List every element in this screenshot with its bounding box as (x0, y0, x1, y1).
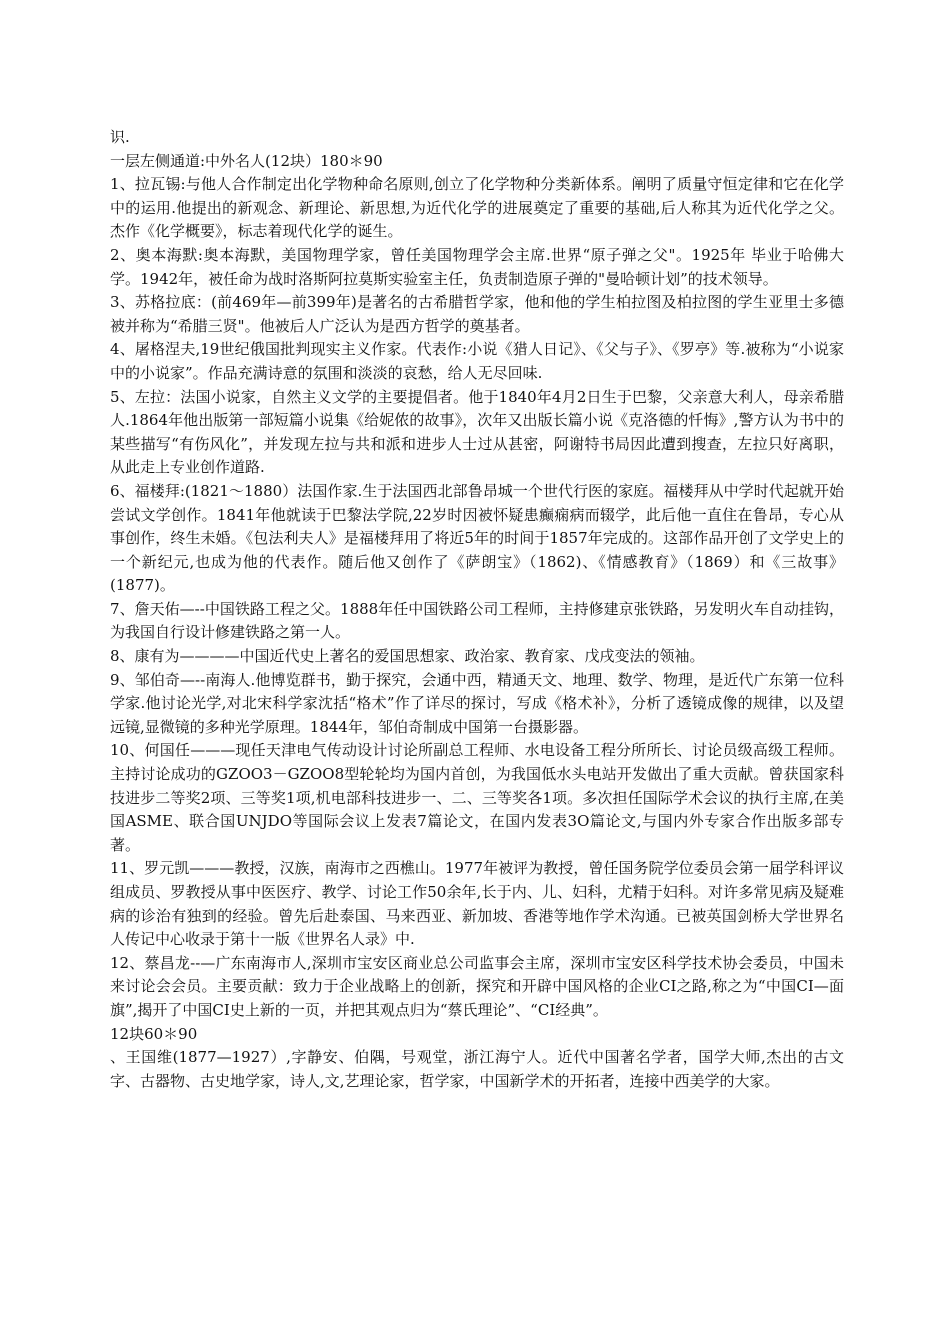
entry-he-guoren: 10、何国任———现任天津电气传动设计讨论所副总工程师、水电设备工程分所所长、讨论员级高级工程师。主持讨论成功的GZOO3－GZOO8型轮轮均为国内首创，为我国低水头电站开发做出了重大贡献。曾获国家科技进步二等奖2项、三等奖1项,机电部科技进步一、二、三等奖各1项。多次担任国际学术会议的执行主席,在美国ASME、联合国UNJDO等国际会议上发表7篇论文，在国内发表3O篇论文,与国内外专家合作出版多部专著。 (110, 741, 844, 854)
entry-zou-boqi: 9、邹伯奇—--南海人.他博览群书，勤于探究，会通中西，精通天文、地理、数学、物理，是近代广东第一位科学家.他讨论光学,对北宋科学家沈括“格术”作了详尽的探讨，写成《格术补》，分析了透镜成像的规律，以及望远镜,显微镜的多种光学原理。1844年，邹伯奇制成中国第一台摄影器。 (110, 670, 844, 736)
entry-luo-yuankai: 11、罗元凯———教授，汉族，南海市之西樵山。1977年被评为教授，曾任国务院学位委员会第一届学科评议组成员、罗教授从事中医医疗、教学、讨论工作50余年,长于内、儿、妇科，尤精于妇科。对许多常见病及疑难病的诊治有独到的经验。曾先后赴泰国、马来西亚、新加坡、香港等地作学术沟通。已被英国剑桥大学世界名人传记中心收录于第十一版《世界名人录》中. (110, 859, 844, 949)
entry-lavoisier: 1、拉瓦锡:与他人合作制定出化学物种命名原则,创立了化学物种分类新体系。阐明了质量守恒定律和它在化学中的运用.他提出的新观念、新理论、新思想,为近代化学的进展奠定了重要的基础,后人称其为近代化学之父。杰作《化学概要》，标志着现代化学的诞生。 (110, 175, 844, 241)
entry-zhan-tianyou: 7、詹天佑—--中国铁路工程之父。1888年任中国铁路公司工程师，主持修建京张铁路，另发明火车自动挂钩，为我国自行设计修建铁路之第一人。 (110, 599, 844, 642)
section-heading-12-blocks: 12块60＊90 (110, 1024, 198, 1043)
paragraph-fragment: 识. (110, 128, 130, 146)
document-page (110, 126, 844, 1093)
entry-socrates: 3、苏格拉底：(前469年—前399年)是著名的古希腊哲学家，他和他的学生柏拉图及柏拉图的学生亚里士多德被并称为“希腊三贤"。他被后人广泛认为是西方哲学的奠基者。 (110, 293, 844, 335)
section-heading-famous-people: 一层左侧通道:中外名人(12块）180＊90 (110, 151, 383, 170)
entry-kang-youwei: 8、康有为————中国近代史上著名的爱国思想家、政治家、教育家、戊戌变法的领袖。 (110, 647, 705, 666)
entry-zola: 5、左拉：法国小说家，自然主义文学的主要提倡者。他于1840年4月2日生于巴黎，父亲意大利人，母亲希腊人.1864年他出版第一部短篇小说集《给妮侬的故事》，次年又出版长篇小说《克洛德的忏悔》,警方认为书中的某些描写“有伤风化”，并发现左拉与共和派和进步人士过从甚密，阿谢特书局因此遭到搜查，左拉只好离职，从此走上专业创作道路. (110, 387, 844, 477)
entry-cai-changlong: 12、蔡昌龙--—广东南海市人,深圳市宝安区商业总公司监事会主席，深圳市宝安区科学技术协会委员，中国未来讨论会会员。主要贡献：致力于企业战略上的创新，探究和开辟中国风格的企业CI之路,称之为“中国CI—面旗”,揭开了中国CI史上新的一页，并把其观点归为“蔡氏理论”、“CI经典”。 (110, 953, 844, 1019)
entry-turgenev: 4、屠格涅夫,19世纪俄国批判现实主义作家。代表作:小说《猎人日记》、《父与子》、《罗亭》等.被称为“小说家中的小说家”。作品充满诗意的氛围和淡淡的哀愁，给人无尽回味. (110, 340, 844, 382)
entry-wang-guowei: 、王国维(1877—1927）,字静安、伯隅，号观堂，浙江海宁人。近代中国著名学者，国学大师,杰出的古文字、古器物、古史地学家，诗人,文,艺理论家，哲学家，中国新学术的开拓者，连接中西美学的大家。 (110, 1048, 844, 1090)
entry-oppenheimer: 2、奥本海默:奥本海默，美国物理学家，曾任美国物理学会主席.世界“原子弹之父"。1925年 毕业于哈佛大学。1942年，被任命为战时洛斯阿拉莫斯实验室主任，负责制造原子弹的"曼哈顿计划”的技术领导。 (110, 245, 844, 288)
entry-flaubert: 6、福楼拜:(1821～1880）法国作家.生于法国西北部鲁昂城一个世代行医的家庭。福楼拜从中学时代起就开始尝试文学创作。1841年他就读于巴黎法学院,22岁时因被怀疑患癫痫病而辍学，此后他一直住在鲁昂，专心从事创作，终生未婚。《包法利夫人》是福楼拜用了将近5年的时间于1857年完成的。这部作品开创了文学史上的一个新纪元,也成为他的代表作。随后他又创作了《萨朗宝》（1862)、《情感教育》（1869）和《三故事》(1877)。 (110, 481, 844, 595)
